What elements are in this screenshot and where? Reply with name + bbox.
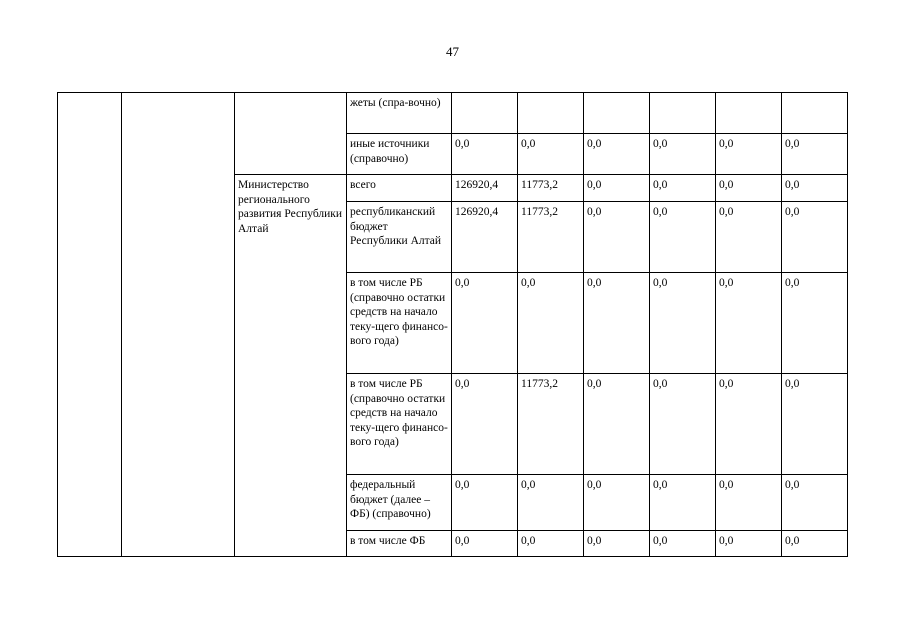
value-cell: 0,0 [782,134,848,175]
row-label: жеты (спра-вочно) [347,93,452,134]
blank-col-2 [122,93,235,557]
value-cell: 0,0 [650,175,716,202]
value-cell: 0,0 [452,273,518,374]
value-cell: 11773,2 [518,175,584,202]
row-label: в том числе РБ (справочно остатки средств на начало теку-щего финансо-вого года) [347,273,452,374]
value-cell [452,93,518,134]
value-cell [650,93,716,134]
value-cell: 0,0 [782,531,848,557]
blank-col-1 [58,93,122,557]
value-cell: 0,0 [452,531,518,557]
value-cell: 0,0 [716,134,782,175]
budget-table [57,92,848,557]
value-cell: 0,0 [584,374,650,475]
value-cell: 0,0 [452,475,518,531]
value-cell: 0,0 [782,374,848,475]
row-label: федеральный бюджет (далее – ФБ) (справочно) [347,475,452,531]
value-cell: 0,0 [518,273,584,374]
value-cell: 0,0 [584,273,650,374]
value-cell: 0,0 [782,475,848,531]
value-cell: 0,0 [716,475,782,531]
value-cell: 0,0 [782,202,848,273]
value-cell [518,93,584,134]
value-cell [782,93,848,134]
value-cell: 0,0 [452,374,518,475]
value-cell: 126920,4 [452,202,518,273]
value-cell: 0,0 [782,273,848,374]
value-cell: 0,0 [716,202,782,273]
value-cell: 11773,2 [518,374,584,475]
value-cell: 0,0 [716,175,782,202]
row-label: в том числе ФБ [347,531,452,557]
value-cell: 0,0 [584,202,650,273]
value-cell: 0,0 [650,202,716,273]
value-cell: 0,0 [584,134,650,175]
value-cell [584,93,650,134]
value-cell: 126920,4 [452,175,518,202]
value-cell: 0,0 [650,531,716,557]
row-label: в том числе РБ (справочно остатки средств на начало теку-щего финансо-вого года) [347,374,452,475]
blank-col-3 [235,93,347,175]
value-cell: 0,0 [716,531,782,557]
value-cell: 0,0 [782,175,848,202]
value-cell: 0,0 [518,531,584,557]
value-cell: 0,0 [650,475,716,531]
value-cell: 0,0 [716,374,782,475]
value-cell: 0,0 [650,374,716,475]
value-cell: 0,0 [518,475,584,531]
value-cell: 11773,2 [518,202,584,273]
value-cell: 0,0 [650,134,716,175]
value-cell: 0,0 [452,134,518,175]
value-cell: 0,0 [584,175,650,202]
ministry-name: Министерство регионального развития Республики Алтай [235,175,347,557]
value-cell [716,93,782,134]
row-label: всего [347,175,452,202]
table-row [58,93,848,134]
value-cell: 0,0 [650,273,716,374]
row-label: иные источники (справочно) [347,134,452,175]
value-cell: 0,0 [518,134,584,175]
value-cell: 0,0 [716,273,782,374]
value-cell: 0,0 [584,475,650,531]
row-label: республиканский бюджет Республики Алтай [347,202,452,273]
value-cell: 0,0 [584,531,650,557]
page-number: 47 [446,44,459,59]
